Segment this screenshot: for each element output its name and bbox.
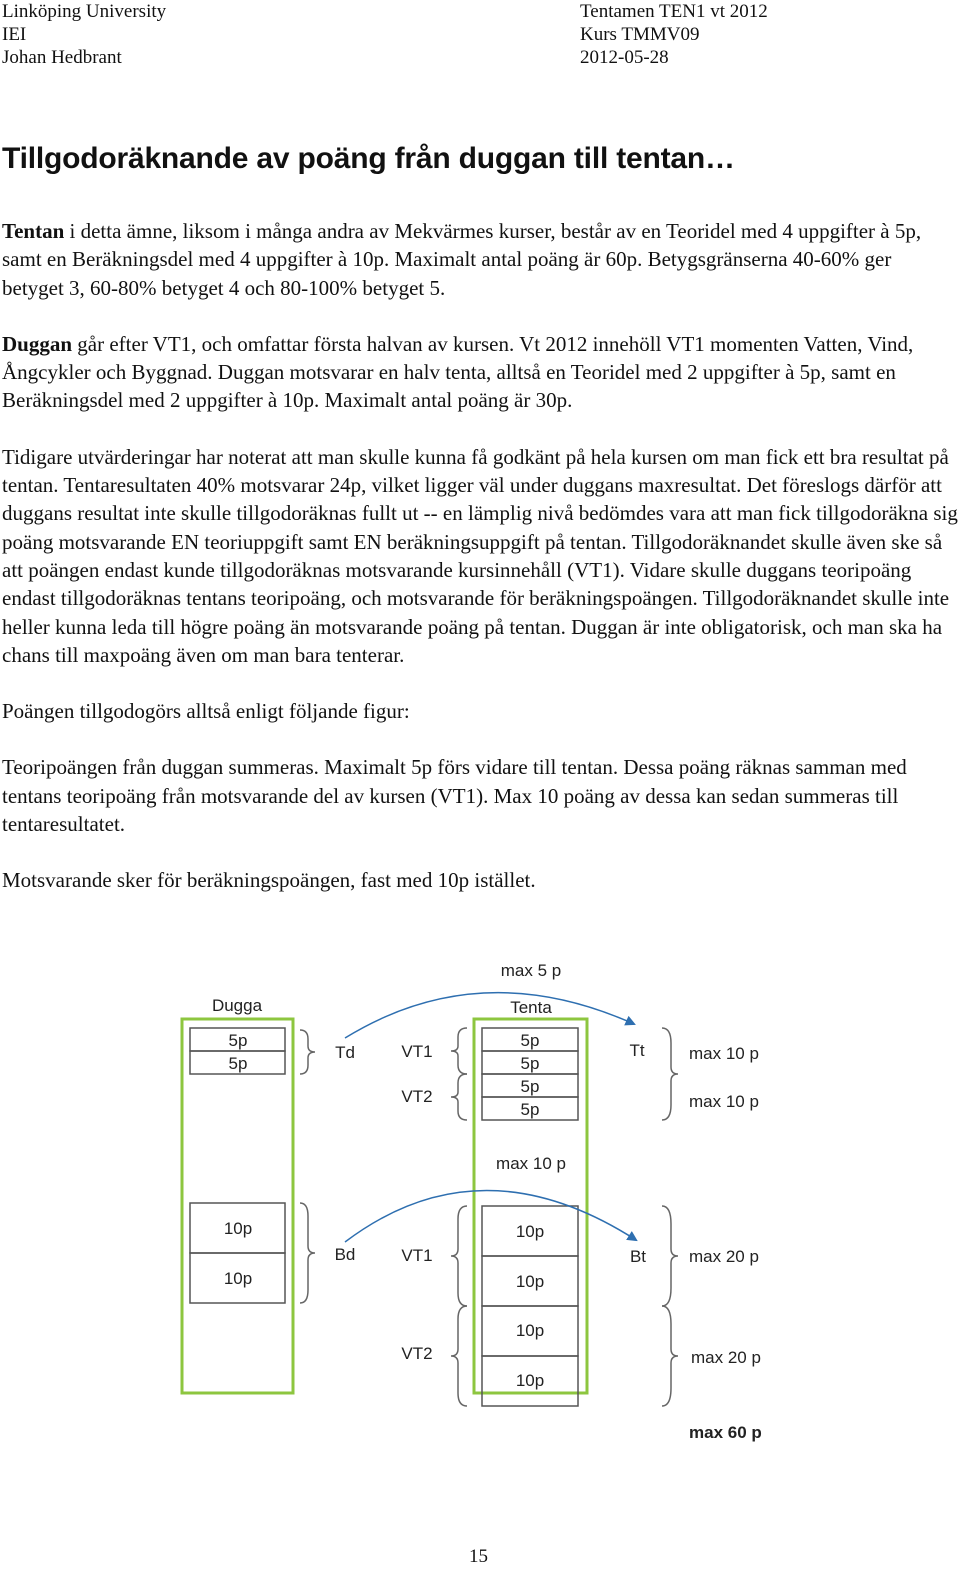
vt2-calc-label: VT2 <box>401 1344 433 1363</box>
header-date: 2012-05-28 <box>580 47 669 68</box>
vt2-calc-brace <box>451 1306 467 1406</box>
bd-brace <box>300 1203 315 1303</box>
bt-brace-vt1 <box>662 1206 678 1306</box>
vt1-theory-brace <box>451 1028 467 1074</box>
paragraph-duggan <box>2 330 958 415</box>
dugga-theory-value-1: 5p <box>228 1031 248 1050</box>
tenta-calc-value-3: 10p <box>515 1321 545 1340</box>
vt2-theory-brace <box>451 1074 467 1120</box>
bd-label: Bd <box>334 1245 356 1264</box>
header-exam: Tentamen TEN1 vt 2012 <box>580 1 768 22</box>
dugga-calc-value-2: 10p <box>223 1269 253 1288</box>
header-course: Kurs TMMV09 <box>580 24 700 45</box>
body-text <box>2 217 958 923</box>
arrow-calc-label: max 10 p <box>496 1154 566 1173</box>
max-theory-vt1: max 10 p <box>689 1044 759 1063</box>
td-brace <box>300 1030 315 1074</box>
bold-duggan: Duggan <box>2 331 73 356</box>
tenta-theory-value-2: 5p <box>520 1054 540 1073</box>
paragraph-duggan-text: går efter VT1, och omfattar första halvan av kursen. Vt 2012 innehöll VT1 momenten Vatten, Vind, Ångcykler och Byggnad. Duggan motsvarar en halv tenta, alltså en Teoridel med 2 uppgifter à 5p, samt en Beräkningsdel med 2 uppgifter à 10p. Maximalt antal poäng är 30p. <box>2 331 914 413</box>
max-calc-vt2: max 20 p <box>691 1348 761 1367</box>
max-calc-vt1: max 20 p <box>689 1247 759 1266</box>
tenta-theory-value-3: 5p <box>520 1077 540 1096</box>
paragraph-calc-points: Motsvarande sker för beräkningspoängen, fast med 10p istället. <box>2 868 536 893</box>
header-university: Linköping University <box>2 1 167 22</box>
bold-tentan: Tentan <box>2 219 65 243</box>
paragraph-figure-intro: Poängen tillgodogörs alltså enligt följande figur: <box>2 699 410 724</box>
arrow-theory-label: max 5 p <box>500 961 562 980</box>
max-theory-vt2: max 10 p <box>689 1092 759 1111</box>
bt-brace-vt2 <box>662 1306 678 1406</box>
paragraph-theory-points: Teoripoängen från duggan summeras. Maximalt 5p förs vidare till tentan. Dessa poäng räknas samman med tentans teoripoäng från motsvarande del av kursen (VT1). Max 10 poäng av dessa kan sedan summeras till tentaresultatet. <box>2 755 907 837</box>
tenta-label: Tenta <box>510 998 552 1017</box>
page-title: Tillgodoräknande av poäng från duggan till tentan… <box>2 142 735 175</box>
vt2-theory-label: VT2 <box>401 1087 433 1106</box>
max-total: max 60 p <box>689 1423 762 1442</box>
page-number: 15 <box>469 1546 488 1567</box>
dugga-theory-value-2: 5p <box>228 1054 248 1073</box>
header-author: Johan Hedbrant <box>2 47 122 68</box>
header-department: IEI <box>2 24 27 45</box>
vt1-calc-label: VT1 <box>401 1246 433 1265</box>
dugga-calc-value-1: 10p <box>223 1219 253 1238</box>
bt-label: Bt <box>629 1247 647 1266</box>
tenta-calc-value-1: 10p <box>515 1222 545 1241</box>
tenta-theory-value-4: 5p <box>520 1100 540 1119</box>
calc-transfer-arrow <box>345 1190 636 1242</box>
header-left <box>2 0 166 69</box>
vt1-theory-label: VT1 <box>401 1042 433 1061</box>
paragraph-tentan <box>2 217 958 302</box>
vt1-calc-brace <box>451 1206 467 1306</box>
tt-brace <box>662 1028 678 1120</box>
points-diagram <box>0 950 960 1460</box>
dugga-label: Dugga <box>211 996 263 1015</box>
tenta-calc-value-2: 10p <box>515 1272 545 1291</box>
tenta-theory-value-1: 5p <box>520 1031 540 1050</box>
theory-transfer-arrow <box>345 993 634 1038</box>
dugga-frame <box>182 1019 293 1393</box>
tenta-calc-value-4: 10p <box>515 1371 545 1390</box>
paragraph-tentan-text: i detta ämne, liksom i många andra av Mekvärmes kurser, består av en Teoridel med 4 uppgifter à 5p, samt en Beräkningsdel med 4 uppgifter à 10p. Maximalt antal poäng är 60p. Betygsgränserna 40-60% ger betyget 3, 60-80% betyget 4 och 80-100% betyget 5. <box>2 219 922 300</box>
td-label: Td <box>335 1043 355 1062</box>
header-right <box>580 0 768 69</box>
paragraph-evaluation: Tidigare utvärderingar har noterat att man skulle kunna få godkänt på hela kursen om man fick ett bra resultat på tentan. Tentaresultaten 40% motsvarar 24p, vilket ligger väl under duggans maxresultat. Det föreslogs därför att duggans resultat inte skulle tillgodoräknas fullt ut -- en lämplig nivå bedömdes vara att man fick tillgodoräkna sig poäng motsvarande EN teoriuppgift samt EN beräkningsuppgift på tentan. Tillgodoräknandet skulle även ske så att poängen endast kunde tillgodoräknas motsvarande kursinnehåll (VT1). Vidare skulle duggans teoripoäng endast tillgodoräknas tentans teoripoäng, och motsvarande för beräkningspoängen. Tillgodoräknandet skulle inte heller kunna leda till högre poäng än motsvarande poäng på tentan. Duggan är inte obligatorisk, och man ska ha chans till maxpoäng även om man bara tenterar. <box>2 444 958 667</box>
tt-label: Tt <box>629 1041 645 1060</box>
